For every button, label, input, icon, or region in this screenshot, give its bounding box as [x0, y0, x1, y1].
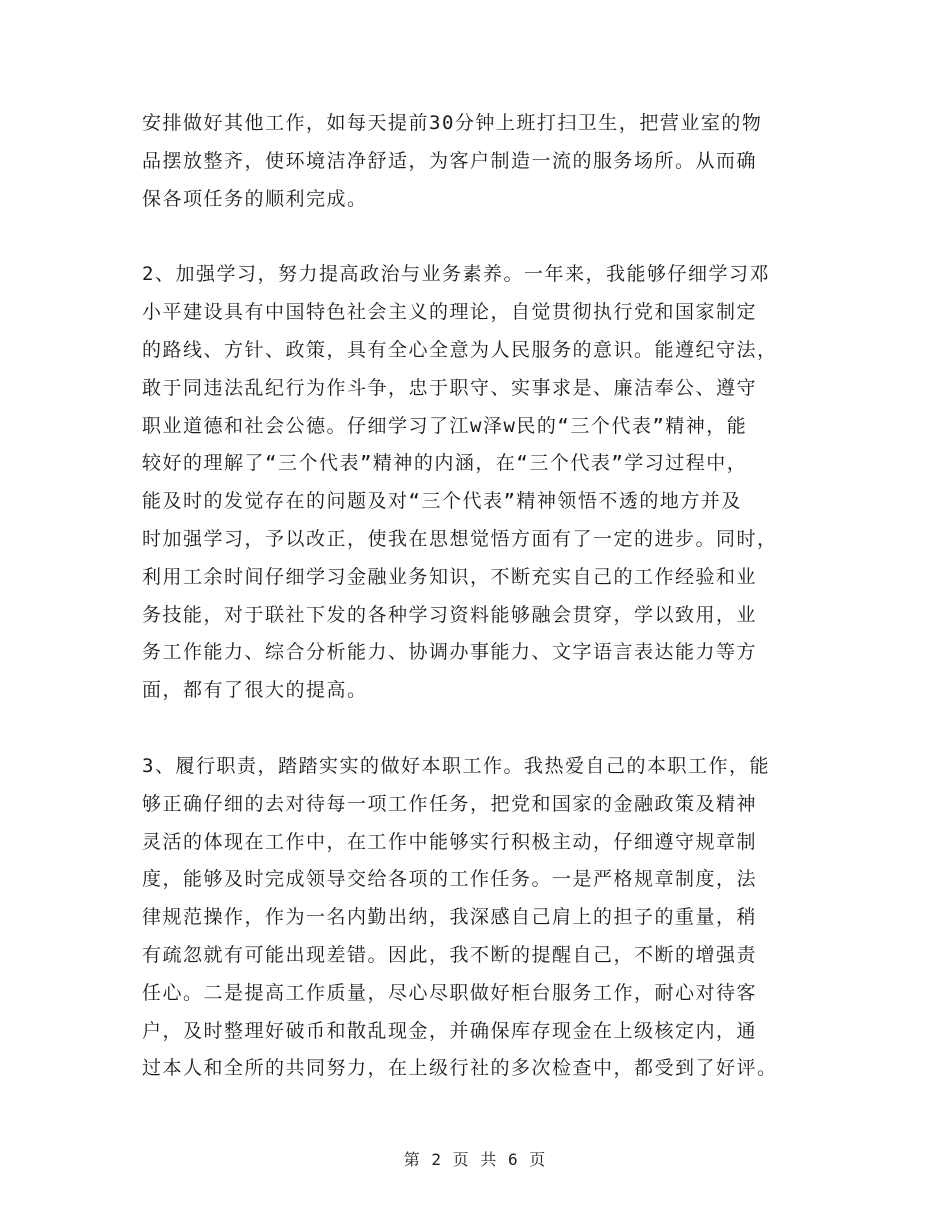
- text-line: 安排做好其他工作，如每天提前30分钟上班打扫卫生，把营业室的物: [142, 112, 763, 134]
- text-line: 较好的理解了“三个代表”精神的内涵，在“三个代表”学习过程中，: [142, 452, 748, 475]
- text-line: 小平建设具有中国特色社会主义的理论，自觉贯彻执行党和国家制定: [142, 301, 758, 324]
- text-line: 律规范操作，作为一名内勤出纳，我深感自己肩上的担子的重量，稍: [142, 906, 758, 929]
- text-line: 3、履行职责，踏踏实实的做好本职工作。我热爱自己的本职工作，能: [142, 754, 770, 777]
- paragraph-1: [142, 105, 812, 218]
- text-line: 2、加强学习，努力提高政治与业务素养。一年来，我能够仔细学习邓: [142, 263, 770, 286]
- text-line: 灵活的体现在工作中，在工作中能够实行积极主动，仔细遵守规章制: [142, 830, 758, 853]
- text-line: 利用工余时间仔细学习金融业务知识，不断充实自己的工作经验和业: [142, 565, 758, 588]
- text-line: 有疏忽就有可能出现差错。因此，我不断的提醒自己，不断的增强责: [142, 943, 758, 966]
- text-line: 职业道德和社会公德。仔细学习了江w泽w民的“三个代表”精神，能: [142, 414, 748, 437]
- paragraph-spacer: [142, 218, 812, 256]
- text-line: 能及时的发觉存在的问题及对“三个代表”精神领悟不透的地方并及: [142, 490, 742, 513]
- text-line: 的路线、方针、政策，具有全心全意为人民服务的意识。能遵纪守法，: [142, 338, 778, 361]
- text-line: 面，都有了很大的提高。: [142, 679, 368, 702]
- paragraph-3: [142, 748, 812, 1088]
- text-line: 度，能够及时完成领导交给各项的工作任务。一是严格规章制度，法: [142, 868, 758, 891]
- text-line: 敢于同违法乱纪行为作斗争，忠于职守、实事求是、廉洁奉公、遵守: [142, 376, 758, 399]
- paragraph-spacer: [142, 710, 812, 748]
- text-line: 时加强学习，予以改正，使我在思想觉悟方面有了一定的进步。同时，: [142, 527, 778, 550]
- document-body: [142, 105, 812, 1088]
- text-line: 务技能，对于联社下发的各种学习资料能够融会贯穿，学以致用，业: [142, 603, 758, 626]
- page-number-footer: 第 2 页 共 6 页: [403, 1150, 547, 1169]
- text-line: 过本人和全所的共同努力，在上级行社的多次检查中，都受到了好评。: [142, 1057, 778, 1080]
- text-line: 务工作能力、综合分析能力、协调办事能力、文字语言表达能力等方: [142, 641, 758, 664]
- text-line: 任心。二是提高工作质量，尽心尽职做好柜台服务工作，耐心对待客: [142, 981, 758, 1004]
- text-line: 户，及时整理好破币和散乱现金，并确保库存现金在上级核定内，通: [142, 1019, 758, 1042]
- text-line: 够正确仔细的去对待每一项工作任务，把党和国家的金融政策及精神: [142, 792, 758, 815]
- paragraph-2: [142, 256, 812, 710]
- text-line: 保各项任务的顺利完成。: [142, 187, 368, 210]
- text-line: 品摆放整齐，使环境洁净舒适，为客户制造一流的服务场所。从而确: [142, 149, 758, 172]
